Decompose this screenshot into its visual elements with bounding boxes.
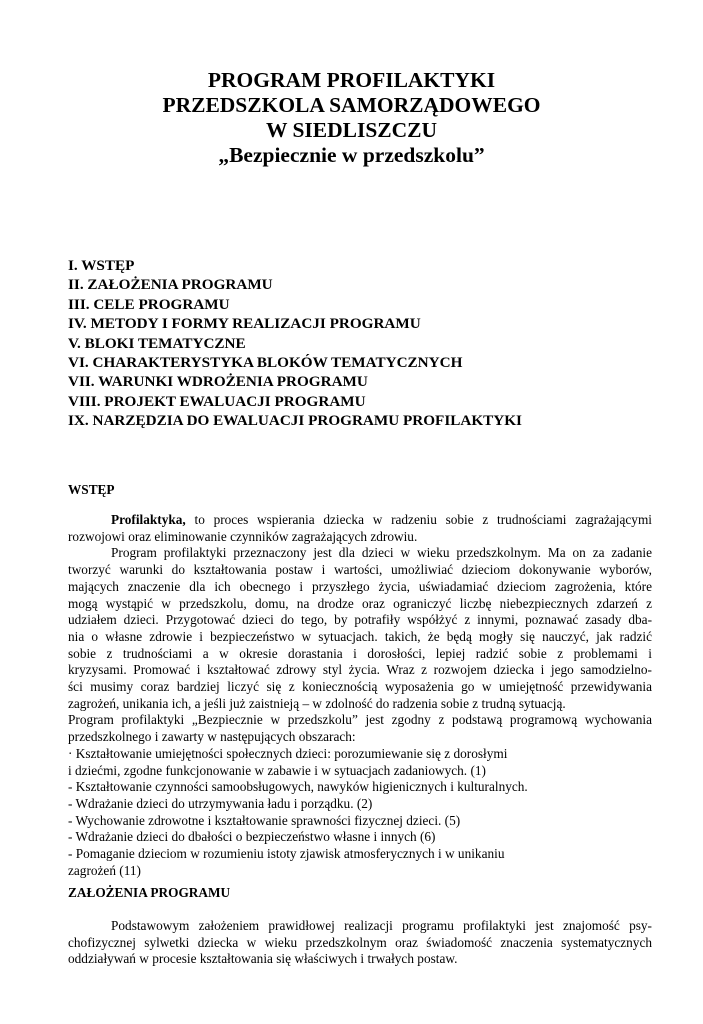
section-heading-intro: WSTĘP [68,482,115,497]
toc-item: VIII. PROJEKT EWALUACJI PROGRAMU [68,392,366,410]
paragraph-line: Podstawowym założeniem prawidłowej realizacji programu profilaktyki jest znajomość psy- [111,918,652,933]
title-line-1: PROGRAM PROFILAKTYKI [207,68,496,92]
paragraph-line: mogą wystąpić w przedszkolu, domu, na drodze oraz ograniczyć liczbę niebezpiecznych zdarzeń z [68,595,652,611]
paragraph-line: oddziaływań w procesie kształtowania się właściwych i trwałych postaw. [68,951,458,967]
list-item: - Kształtowanie czynności samoobsługowych, nawyków higienicznych i kulturalnych. [68,779,528,795]
toc-item: VI. CHARAKTERYSTYKA BLOKÓW TEMATYCZNYCH [68,354,463,372]
title-line-2: PRZEDSZKOLA SAMORZĄDOWEGO [162,93,541,117]
toc-item: II. ZAŁOŻENIA PROGRAMU [68,276,273,294]
paragraph-line: Program profilaktyki przeznaczony jest dla dzieci w wieku przedszkolnym. Ma on za zadanie [111,545,652,561]
list-item: - Pomaganie dzieciom w rozumieniu istoty zjawisk atmosferycznych i w unikaniu [68,846,505,862]
paragraph-line: mających znaczenie dla ich obecnego i przyszłego życia, uświadamiać dzieciom zagrożenia, które [68,578,652,594]
paragraph-line: tworzyć warunki do kształtowania postaw i wartości, umożliwiać dzieciom dokonywanie wyborów, [68,562,652,578]
list-item: - Wdrażanie dzieci do dbałości o bezpieczeństwo własne i innych (6) [68,829,436,845]
paragraph-line: nia o własne zdrowie i bezpieczeństwo w sytuacjach. takich, że będą mogły się nauczyć, jak radzić [68,628,652,644]
toc-item: VII. WARUNKI WDROŻENIA PROGRAMU [68,373,368,391]
paragraph-line: udziałem dzieci. Przygotować dzieci do tego, by potrafiły współżyć z innymi, poznawać zasady dba- [68,612,652,628]
paragraph-line: zagrożeń, unikania ich, a jeśli już zaistnieją – w zdolność do radzenia sobie z trudną sytuacją. [68,695,566,711]
toc-item: IV. METODY I FORMY REALIZACJI PROGRAMU [68,315,421,333]
list-item: zagrożeń (11) [68,862,141,878]
title-line-3: W SIEDLISZCZU [265,118,438,142]
term-bold: Profilaktyka, [111,512,186,527]
paragraph-line: chofizycznej sylwetki dziecka w wieku przedszkolnym oraz świadomość znaczenia systematycznych [68,934,652,950]
assumptions-section-body [68,918,652,968]
paragraph-line: sobie z trudnościami a w okresie dorastania i dorosłości, lepiej radzić sobie z problemami i [68,645,652,661]
document-title [0,68,703,168]
paragraph-line: Program profilaktyki „Bezpiecznie w przedszkolu” jest zgodny z podstawą programową wychowania [68,712,652,728]
list-item: - Wychowanie zdrowotne i kształtowanie sprawności fizycznej dzieci. (5) [68,812,461,828]
table-of-contents [68,256,522,431]
list-item: - Wdrażanie dzieci do utrzymywania ładu i porządku. (2) [68,795,373,811]
toc-item: III. CELE PROGRAMU [68,295,230,313]
paragraph-line: ści musimy coraz bardziej liczyć się z koniecznością wyposażenia go w umiejętność przewidywania [68,679,652,695]
list-item: i dziećmi, zgodne funkcjonowanie w zabawie i w sytuacjach zadaniowych. (1) [68,762,486,778]
toc-item: I. WSTĘP [68,257,135,274]
section-heading-assumptions: ZAŁOŻENIA PROGRAMU [68,885,231,900]
paragraph-text: to proces wspierania dziecka w radzeniu sobie z trudnościami zagrażającymi [185,512,652,527]
list-item: · Kształtowanie umiejętności społecznych dzieci: porozumiewanie się z dorosłymi [68,745,508,761]
toc-item: IX. NARZĘDZIA DO EWALUACJI PROGRAMU PROFILAKTYKI [68,412,522,430]
intro-section-body [68,512,652,879]
paragraph-line: kryzysami. Promować i kształtować zdrowy styl życia. Wraz z rozwojem dziecka i jego samodzielno- [68,662,652,678]
paragraph-line: przedszkolnego i zawarty w następujących obszarach: [68,729,356,745]
paragraph-line [68,512,652,529]
title-subtitle: „Bezpiecznie w przedszkolu” [218,143,485,167]
toc-item: V. BLOKI TEMATYCZNE [68,334,246,352]
paragraph-line: rozwojowi oraz eliminowanie czynników zagrażających zdrowiu. [68,528,418,544]
